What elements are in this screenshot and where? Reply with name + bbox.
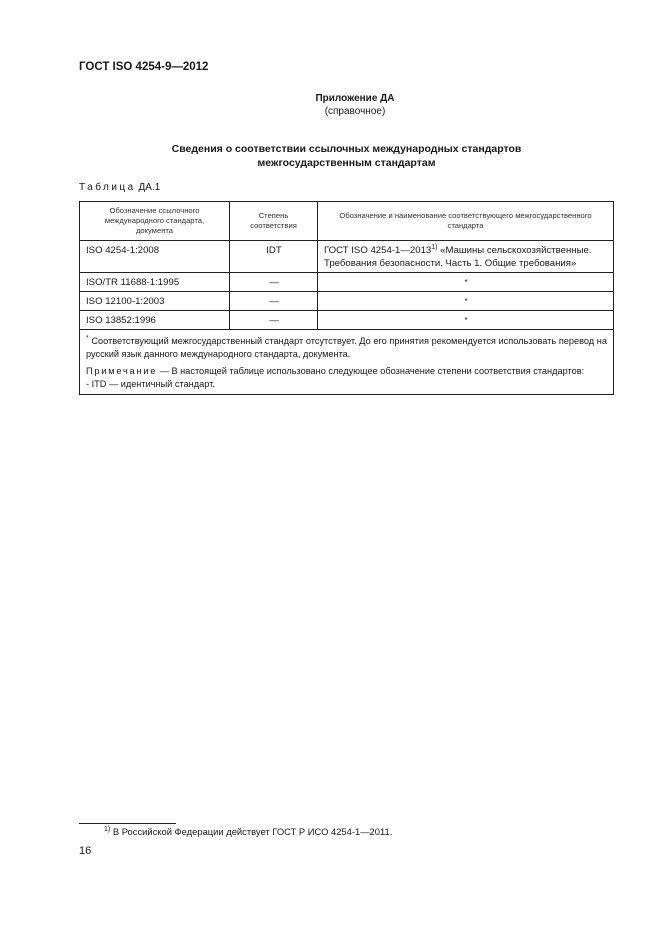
cell-name-star: *: [318, 292, 614, 311]
footnote-text: В Российской Федерации действует ГОСТ Р ИСО 4254-1—2011.: [110, 826, 393, 837]
footnote-divider: [79, 823, 176, 824]
table-row: [80, 292, 614, 311]
cell-degree: —: [230, 311, 318, 330]
column-header-name: Обозначение и наименование соответствующего межгосударственного стандарта: [318, 202, 614, 241]
column-header-ref: Обозначение ссылочного международного стандарта, документа: [80, 202, 230, 241]
cell-name-code: ГОСТ ISO 4254-1—2013: [324, 245, 432, 256]
table-note: [80, 330, 614, 395]
star-mark: *: [86, 334, 89, 342]
reference-table: [79, 201, 614, 395]
table-caption-word: Таблица: [79, 182, 136, 193]
footnote-ref-mark: 1): [431, 243, 438, 251]
cell-name-star: *: [318, 311, 614, 330]
footnote: [104, 826, 392, 837]
remark-item: - ITD — идентичный стандарт.: [86, 378, 215, 389]
cell-ref: ISO 12100-1:2003: [80, 292, 230, 311]
cell-name: [318, 241, 614, 273]
cell-degree: IDT: [230, 241, 318, 273]
footnote-mark: 1): [104, 825, 111, 833]
annex-subtitle: (справочное): [324, 106, 386, 117]
remark-text: — В настоящей таблице использовано следующее обозначение степени соответствия стандартов:: [157, 366, 585, 376]
table-caption-number: ДА.1: [138, 182, 161, 193]
table-row: [80, 241, 614, 273]
annex-title: Приложение ДА: [315, 93, 395, 104]
table-note-row: [80, 330, 614, 395]
cell-name-star: *: [318, 273, 614, 292]
cell-ref: ISO 4254-1:2008: [80, 241, 230, 273]
cell-name-title: «Машины сельскохозяйственные. Требования безопасности. Часть 1. Общие требования»: [324, 245, 592, 269]
document-header: ГОСТ ISO 4254-9—2012: [79, 61, 209, 73]
table-row: [80, 273, 614, 292]
cell-ref: ISO 13852:1996: [80, 311, 230, 330]
star-note: [86, 335, 607, 360]
section-title-line1: Сведения о соответствии ссылочных международных стандартов: [171, 143, 522, 155]
section-title-line2: межгосударственным стандартам: [257, 157, 436, 169]
cell-ref: ISO/TR 11688-1:1995: [80, 273, 230, 292]
cell-degree: —: [230, 273, 318, 292]
star-note-text: Соответствующий межгосударственный стандарт отсутствует. До его принятия рекомендуется использовать перевод на русский язык данного международного стандарта, документа.: [86, 336, 607, 359]
remark-label: Примечание: [86, 366, 158, 376]
column-header-degree: Степень соответствия: [230, 202, 318, 241]
cell-degree: —: [230, 292, 318, 311]
remark: [86, 365, 607, 378]
table-row: [80, 311, 614, 330]
table-caption: [79, 182, 160, 193]
table-header-row: [80, 202, 614, 241]
section-title: [79, 142, 614, 170]
page-number: 16: [79, 845, 92, 857]
